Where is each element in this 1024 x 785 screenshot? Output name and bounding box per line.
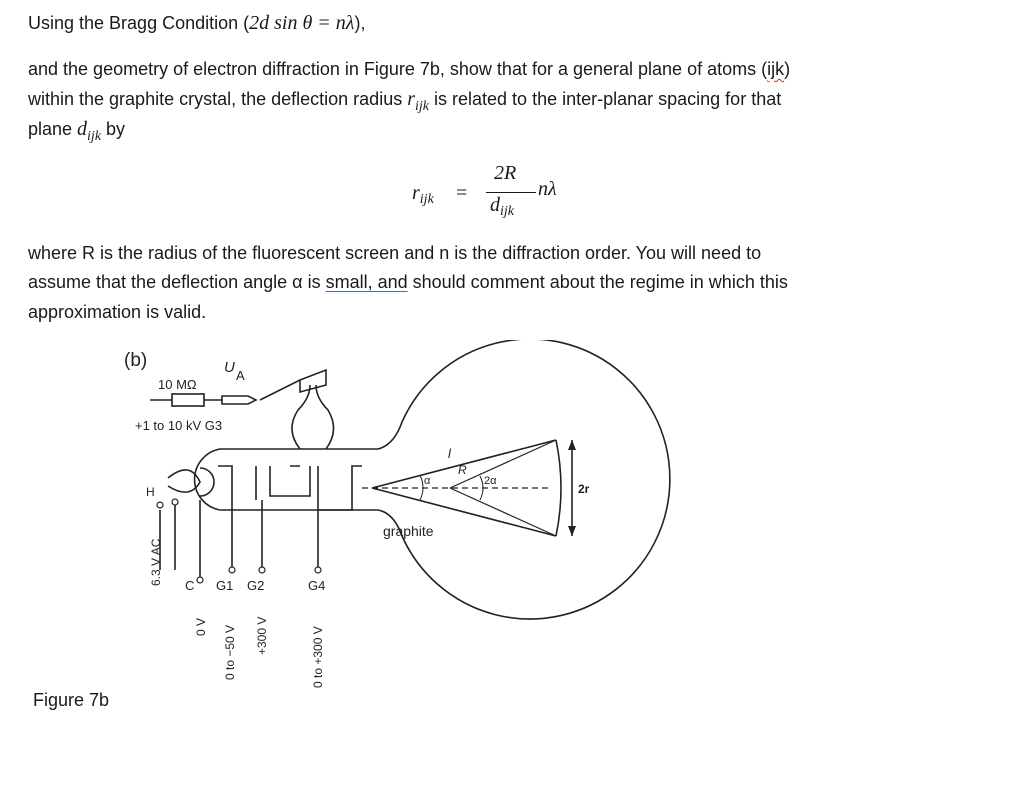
heater-label: H [146,485,155,499]
para2-line3: approximation is valid. [28,302,207,322]
formula-factor: nλ [538,178,557,200]
radius-subscript: ijk [415,99,430,114]
small-and-text: small, and [325,272,408,292]
heater-terminal-2 [172,499,178,505]
grid-electrodes [218,466,256,500]
ring-arrow-down [568,526,576,536]
para1-line3-text: plane [28,119,78,139]
connector-plug [222,396,256,404]
ring-label: 2r [578,482,590,496]
screen-arc [556,440,561,536]
cathode-terminal [197,577,203,583]
graphite-label: graphite [383,523,434,539]
bragg-equation: 2d sin θ = nλ [249,12,355,34]
figure-caption: Figure 7b [33,690,110,710]
fraction-bar [486,192,536,193]
two-alpha-label: 2α [484,475,497,487]
alpha-label: α [424,475,431,487]
anode-wire [260,380,300,400]
heater-supply-label: 6.3 V AC [149,538,163,586]
para1-line2 [28,85,781,116]
resistor-body [172,394,204,406]
grid4-voltage: 0 to +300 V [311,626,325,688]
ring-arrow-up [568,440,576,450]
length-label: l [448,446,451,461]
para1-line3 [28,115,125,146]
para2-line1: where R is the radius of the fluorescent screen and n is the diffraction order. You will need to [28,243,762,263]
grid3-cylinder [270,466,310,496]
para1-line1-text: and the geometry of electron diffraction in Figure 7b, show that for a general plane of atoms ( [28,59,768,79]
voltage-subscript: A [236,368,245,383]
diffraction-formula [412,158,612,228]
formula-denominator-subscript: ijk [500,204,514,219]
grid4-cylinder [318,466,362,510]
cathode-cup [200,468,214,496]
grid2-label: G2 [247,578,265,593]
grid2-terminal [259,567,265,573]
heater-terminal-1 [157,502,163,508]
tube-outline [220,340,670,619]
radius-symbol: r [407,88,416,110]
spacing-symbol: d [77,118,88,140]
spacing-subscript: ijk [87,129,102,144]
para1-line2-text: within the graphite crystal, the deflection radius [28,89,408,109]
grid1-voltage: 0 to −50 V [223,624,237,680]
supply-label: +1 to 10 kV G3 [135,418,223,433]
para2-line2-b: should comment about the regime in which this [407,272,788,292]
radius-label: R [458,463,467,477]
voltage-symbol: U [224,359,235,376]
cathode-label: C [185,578,195,593]
resistor-label: 10 MΩ [158,377,197,392]
formula-denominator [490,194,514,217]
formula-equals: = [456,182,468,204]
intro-prefix: Using the Bragg Condition ( [28,13,250,33]
panel-label: (b) [124,350,148,371]
para1-line3-end: by [101,119,126,139]
cathode-voltage: 0 V [194,617,208,636]
anode-stem [292,385,334,449]
para1-line1 [28,55,790,84]
plane-indices: ijk [767,59,785,79]
grid4-label: G4 [308,578,326,593]
para2-line2-a: assume that the deflection angle α is [28,272,326,292]
para1-line2-end: is related to the inter-planar spacing for that [429,89,782,109]
intro-line [28,9,365,38]
formula-lhs-symbol: r [412,182,420,204]
formula-lhs-subscript: ijk [419,192,434,207]
electron-diffraction-diagram [0,340,700,690]
formula-numerator: 2R [494,162,517,184]
formula-lhs [412,182,434,205]
intro-suffix: ), [354,13,366,33]
formula-denominator-symbol: d [490,194,500,216]
para2-line2 [28,268,788,297]
grid1-label: G1 [216,578,234,593]
grid1-terminal [229,567,235,573]
grid2-voltage: +300 V [255,616,269,655]
grid4-terminal [315,567,321,573]
anode-cap [300,370,326,392]
para1-line1-end: ) [784,59,791,79]
